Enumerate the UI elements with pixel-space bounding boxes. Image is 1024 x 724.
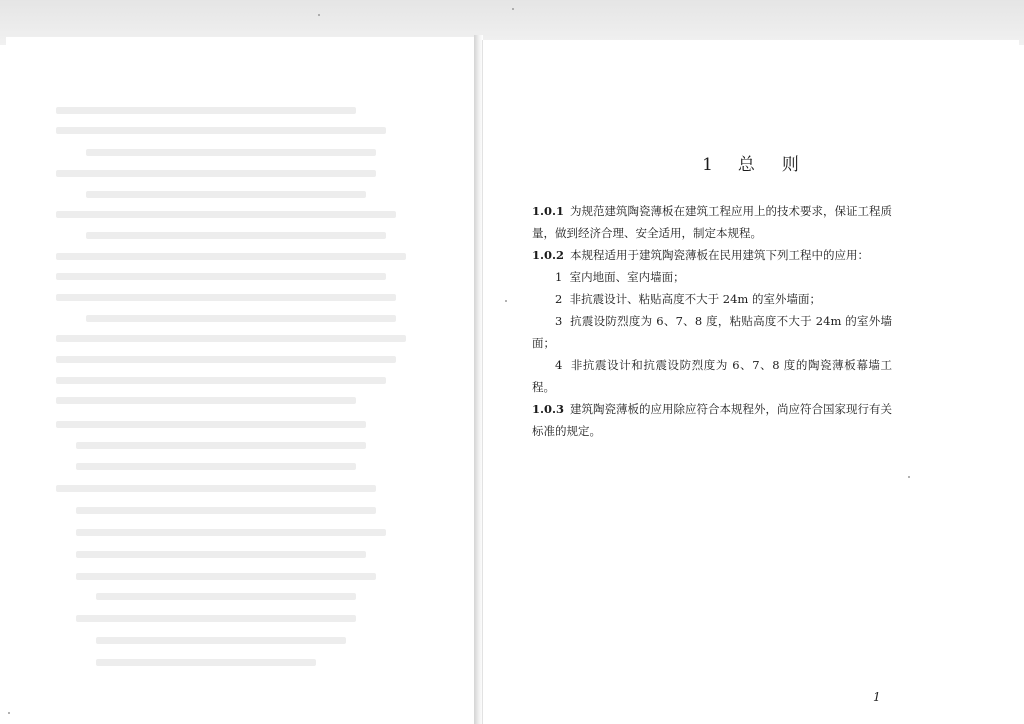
page-number: 1 <box>873 690 881 704</box>
ghost-line <box>56 273 386 280</box>
scan-speck <box>908 476 910 478</box>
ghost-line <box>76 615 356 622</box>
ghost-line <box>56 397 356 404</box>
ghost-line <box>56 335 406 342</box>
item-number: 4 <box>555 358 563 372</box>
ghost-line <box>86 149 376 156</box>
scan-speck <box>505 300 507 302</box>
right-page <box>482 40 1019 724</box>
ghost-line <box>76 463 356 470</box>
clause-number: 1.0.1 <box>532 204 565 218</box>
list-item <box>532 354 892 398</box>
ghost-line <box>96 637 346 644</box>
ghost-line <box>76 507 376 514</box>
ghost-line <box>76 442 366 449</box>
ghost-line <box>56 421 366 428</box>
scan-speck <box>318 14 320 16</box>
ghost-line <box>56 356 396 363</box>
clause-text: 为规范建筑陶瓷薄板在建筑工程应用上的技术要求，保证工程质量，做到经济合理、安全适用，制定本规程。 <box>532 204 893 240</box>
ghost-line <box>76 573 376 580</box>
ghost-line <box>76 529 386 536</box>
ghost-line <box>56 253 406 260</box>
item-text: 抗震设防烈度为 6、7、8 度，粘贴高度不大于 24m 的室外墙面； <box>532 314 892 350</box>
chapter-title-char: 则 <box>781 155 800 175</box>
clause-1-0-2 <box>532 244 892 266</box>
ghost-line <box>56 107 356 114</box>
ghost-line <box>56 377 386 384</box>
clause-text: 本规程适用于建筑陶瓷薄板在民用建筑下列工程中的应用： <box>570 248 870 262</box>
ghost-line <box>76 551 366 558</box>
ghost-line <box>56 294 396 301</box>
list-item <box>532 310 892 354</box>
item-number: 2 <box>555 292 563 306</box>
scan-speck <box>512 8 514 10</box>
item-number: 1 <box>555 270 563 284</box>
ghost-line <box>86 191 366 198</box>
list-item <box>532 288 892 310</box>
chapter-title <box>483 150 1019 175</box>
item-text: 非抗震设计和抗震设防烈度为 6、7、8 度的陶瓷薄板幕墙工程。 <box>532 358 893 394</box>
list-item <box>532 266 892 288</box>
ghost-line <box>86 232 386 239</box>
ghost-line <box>96 593 356 600</box>
item-number: 3 <box>555 314 563 328</box>
clause-1-0-3 <box>532 398 892 442</box>
ghost-line <box>56 211 396 218</box>
ghost-line <box>56 127 386 134</box>
ghost-line <box>96 659 316 666</box>
clause-number: 1.0.2 <box>532 248 565 262</box>
item-text: 室内地面、室内墙面； <box>569 270 685 284</box>
clause-number: 1.0.3 <box>532 402 565 416</box>
chapter-title-char: 总 <box>737 155 756 175</box>
clause-1-0-1 <box>532 200 892 244</box>
chapter-number: 1 <box>702 155 714 175</box>
clause-text: 建筑陶瓷薄板的应用除应符合本规程外，尚应符合国家现行有关标准的规定。 <box>532 402 893 438</box>
scan-speck <box>8 712 10 714</box>
left-page-bleedthrough <box>6 37 477 724</box>
ghost-line <box>86 315 396 322</box>
clause-list <box>532 200 892 442</box>
ghost-line <box>56 485 376 492</box>
ghost-line <box>56 170 376 177</box>
item-text: 非抗震设计、粘贴高度不大于 24m 的室外墙面； <box>569 292 821 306</box>
